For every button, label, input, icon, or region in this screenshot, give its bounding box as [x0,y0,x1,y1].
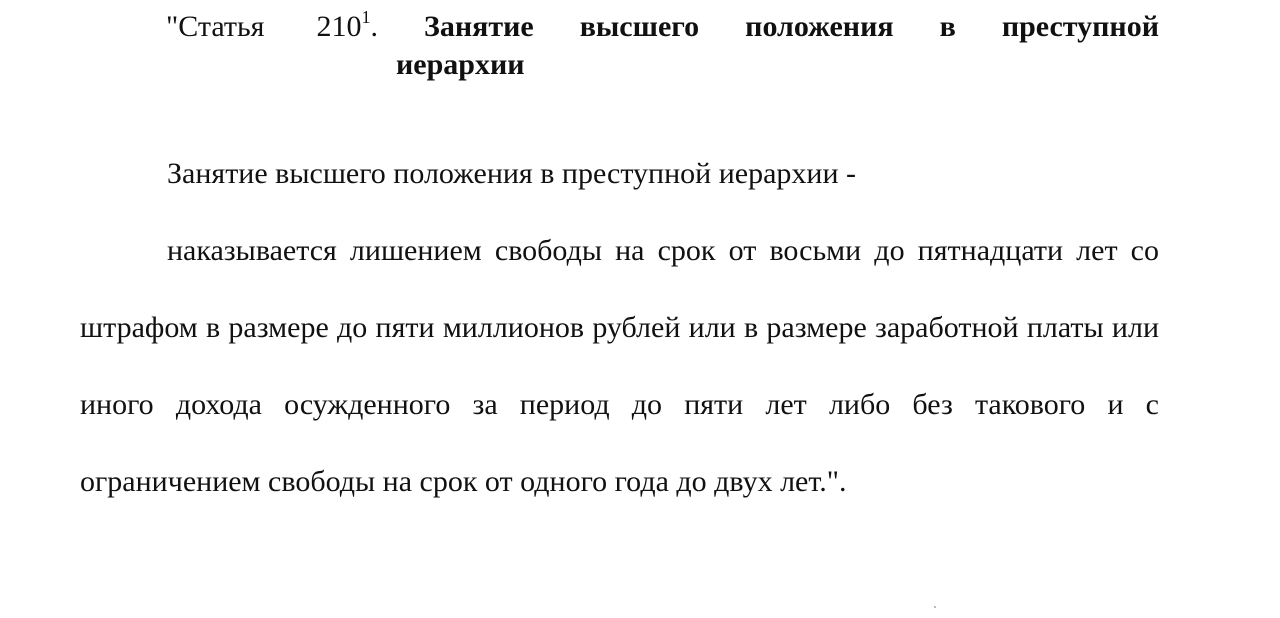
article-prefix: "Статья [166,10,265,43]
article-title-word: преступной [1001,10,1159,43]
article-title-line-2: иерархии [396,48,525,81]
article-number-group [317,8,379,46]
article-label [166,8,378,46]
article-disposition: Занятие высшего положения в преступной иерархии - [167,157,856,190]
article-title-word: высшего [579,10,700,43]
article-title-word: Занятие [424,10,534,43]
scan-speck [934,606,936,608]
article-number-dot: . [370,10,378,43]
article-heading-line-1 [166,8,1159,46]
article-sanction: наказывается лишением свободы на срок от восьми до пятнадцати лет со штрафом в размере до пяти миллионов рублей или в размере заработной платы или иного дохода осужденного за период до пяти лет либо без такового и с ограничением свободы на срок от одного года до двух лет.". [80,234,1159,498]
article-title-word: положения [745,10,894,43]
article-number: 210 [316,10,362,43]
article-number-superscript: 1 [361,7,371,27]
article-body [80,135,1159,520]
article-title-word: в [939,10,956,43]
article-heading [166,8,1159,84]
